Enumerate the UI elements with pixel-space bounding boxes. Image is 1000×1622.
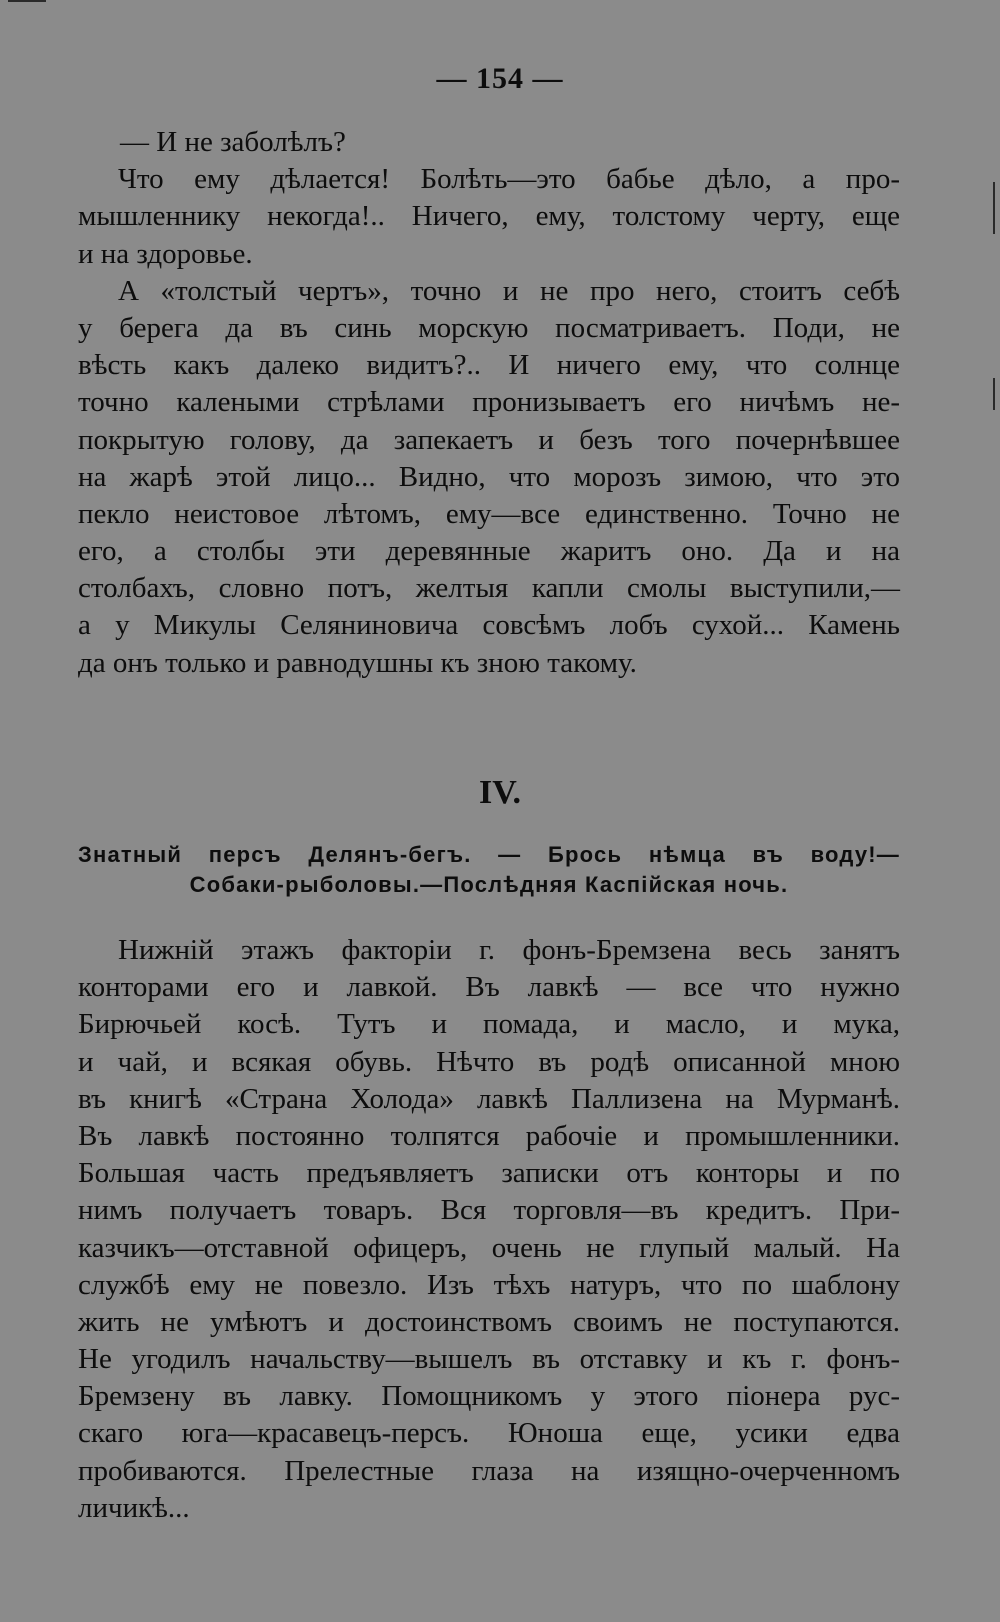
text-line: конторами его и лавкой. Въ лавкѣ — все что нужно — [78, 971, 900, 1004]
text-line: а у Микулы Селяниновича совсѣмъ лобъ сухой... Камень — [78, 609, 900, 642]
text-line: скаго юга—красавецъ-персъ. Юноша еще, усики едва — [78, 1417, 900, 1450]
text-line: Въ лавкѣ постоянно толпятся рабочіе и промышленники. — [78, 1119, 900, 1152]
text-line: Нижній этажъ факторіи г. фонъ-Бремзена весь занятъ — [118, 934, 900, 966]
chapter-summary — [78, 840, 900, 900]
text-line: службѣ ему не повезло. Изъ тѣхъ натуръ, что по шаблону — [78, 1268, 900, 1301]
text-line: казчикъ—отставной офицеръ, очень не глупый малый. На — [78, 1231, 900, 1264]
chapter-summary-line: Знатный персъ Делянъ-бегъ. — Брось нѣмца въ воду!— — [78, 842, 900, 867]
text-line: пробиваются. Прелестные глаза на изящно-очерченномъ — [78, 1454, 900, 1487]
text-section-2 — [78, 932, 900, 1527]
text-line: Бремзену въ лавку. Помощникомъ у этого піонера рус- — [78, 1380, 900, 1413]
text-line: пекло неистовое лѣтомъ, ему—все единственно. Точно не — [78, 497, 900, 530]
page-number: — 154 — — [436, 62, 564, 95]
text-line: на жарѣ этой лицо... Видно, что морозъ зимою, что это — [78, 460, 900, 493]
text-line: и на здоровье. — [78, 237, 253, 270]
text-line: точно калеными стрѣлами пронизываетъ его ничѣмъ не- — [78, 386, 900, 419]
text-line: Не угодилъ начальству—вышелъ въ отставку и къ г. фонъ- — [78, 1343, 900, 1376]
text-line: да онъ только и равнодушны къ зною такому. — [78, 646, 637, 679]
text-line: вѣсть какъ далеко видитъ?.. И ничего ему, что солнце — [78, 349, 900, 382]
text-section-1 — [78, 124, 900, 682]
text-line: нимъ получаетъ товаръ. Вся торговля—въ кредитъ. При- — [78, 1194, 900, 1227]
text-line: личикѣ... — [78, 1491, 190, 1524]
chapter-summary-line: Собаки-рыболовы.—Послѣдняя Каспійская ночь. — [189, 872, 789, 897]
text-line: столбахъ, словно потъ, желтыя капли смолы выступили,— — [78, 572, 900, 605]
text-line: Бирючьей косѣ. Тутъ и помада, и масло, и мука, — [78, 1008, 900, 1041]
text-line: А «толстый чертъ», точно и не про него, стоитъ себѣ — [118, 274, 900, 307]
scan-edge-mark — [993, 182, 995, 234]
text-line: у берега да въ синь морскую посматриваетъ. Поди, не — [78, 311, 900, 344]
text-line: — И не заболѣлъ? — [120, 126, 346, 158]
text-line: Большая часть предъявляетъ записки отъ конторы и по — [78, 1157, 900, 1190]
text-line: и чай, и всякая обувь. Нѣчто въ родѣ описанной мною — [78, 1045, 900, 1078]
scan-edge-mark — [8, 0, 46, 2]
text-line: его, а столбы эти деревянные жаритъ оно. Да и на — [78, 535, 900, 568]
text-line: Что ему дѣлается! Болѣть—это бабье дѣло, а про- — [118, 163, 900, 196]
chapter-number: IV. — [479, 774, 521, 811]
text-line: покрытую голову, да запекаетъ и безъ того почернѣвшее — [78, 423, 900, 456]
text-line: жить не умѣютъ и достоинствомъ своимъ не поступаются. — [78, 1305, 900, 1338]
scan-edge-mark — [993, 378, 995, 410]
text-line: мышленнику некогда!.. Ничего, ему, толстому черту, еще — [78, 200, 900, 233]
text-line: въ книгѣ «Страна Холода» лавкѣ Паллизена на Мурманѣ. — [78, 1082, 900, 1115]
